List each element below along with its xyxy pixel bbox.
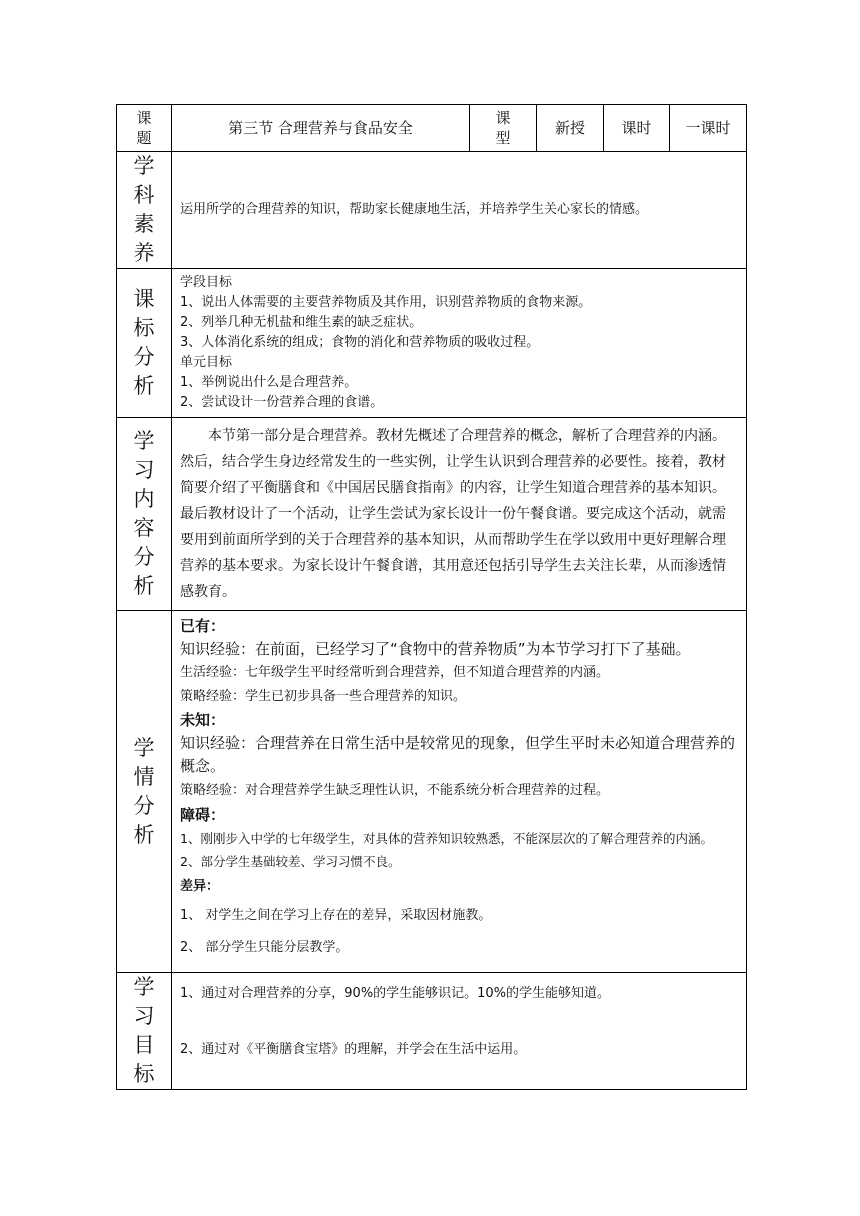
title-label-line-2: 题	[136, 129, 152, 147]
objective-2: 2、通过对《平衡膳食宝塔》的理解，并学会在生活中运用。	[180, 1042, 527, 1057]
standards-line: 学段目标	[180, 275, 233, 290]
content-label	[117, 418, 172, 611]
objectives-label-char: 标	[133, 1062, 155, 1086]
known-life: 生活经验：七年级学生平时经常听到合理营养，但不知道合理营养的内涵。	[180, 665, 610, 680]
known-knowledge: 知识经验：在前面，已经学习了“食物中的营养物质”为本节学习打下了基础。	[180, 640, 691, 658]
obstacle-2: 2、部分学生基础较差、学习习惯不良。	[180, 854, 401, 869]
content-text: 本节第一部分是合理营养。教材先概述了合理营养的概念，解析了合理营养的内涵。然后，结合学生身边经常发生的一些实例，让学生认识到合理营养的必要性。接着，教材简要介绍了平衡膳食和《中国居民膳食指南》的内容，让学生知道合理营养的基本知识。最后教材设计了一个活动，让学生尝试为家长设计一份午餐食谱。要完成这个活动，就需要用到前面所学到的关于合理营养的基本知识，从而帮助学生在学以致用中更好理解合理营养的基本要求。为家长设计午餐食谱，其用意还包括引导学生去关注长辈，从而渗透情感教育。	[180, 428, 726, 600]
standards-line: 1、说出人体需要的主要营养物质及其作用，识别营养物质的食物来源。	[180, 295, 592, 310]
type-label-line-1: 课	[495, 109, 511, 127]
known-heading: 已有：	[180, 617, 226, 635]
students-label-char: 学	[133, 735, 155, 760]
known-strategy: 策略经验：学生已初步具备一些合理营养的知识。	[180, 689, 467, 704]
standards-label-char: 课	[133, 287, 155, 311]
standards-line: 单元目标	[180, 355, 233, 370]
objectives-label-char: 习	[133, 1004, 155, 1028]
students-label-char: 析	[133, 822, 155, 847]
content-label-char: 习	[133, 458, 155, 482]
title-label	[117, 105, 172, 152]
unknown-heading: 未知：	[180, 711, 226, 729]
content-label-char: 内	[133, 487, 155, 511]
lesson-plan-table	[116, 104, 747, 1090]
literacy-label-char: 素	[133, 212, 155, 236]
spacer	[180, 1005, 738, 1039]
unknown-strategy: 策略经验：对合理营养学生缺乏理性认识，不能系统分析合理营养的过程。	[180, 783, 610, 798]
objectives-text	[172, 973, 747, 1090]
type-label	[470, 105, 537, 152]
content-row	[117, 418, 747, 611]
objectives-label	[117, 973, 172, 1090]
literacy-label	[117, 152, 172, 269]
type-label-line-2: 型	[495, 129, 511, 147]
students-label	[117, 611, 172, 973]
students-label-char: 分	[133, 793, 155, 818]
objective-1: 1、通过对合理营养的分享，90%的学生能够识记。10%的学生能够知道。	[180, 986, 611, 1001]
standards-label	[117, 269, 172, 418]
objectives-label-char: 学	[133, 975, 155, 999]
standards-label-char: 标	[133, 316, 155, 340]
content-label-char: 容	[133, 516, 155, 540]
literacy-label-char: 养	[133, 241, 155, 265]
literacy-row	[117, 152, 747, 269]
diff-2: 2、 部分学生只能分层教学。	[180, 940, 349, 955]
students-text	[172, 611, 747, 973]
literacy-label-char: 学	[133, 154, 155, 178]
students-label-char: 情	[133, 764, 155, 789]
header-row	[117, 105, 747, 152]
content-label-char: 学	[133, 429, 155, 453]
diff-1: 1、 对学生之间在学习上存在的差异，采取因材施教。	[180, 908, 492, 923]
period-value: 一课时	[670, 105, 747, 152]
literacy-text: 运用所学的合理营养的知识，帮助家长健康地生活，并培养学生关心家长的情感。	[172, 152, 747, 269]
standards-label-char: 析	[133, 374, 155, 398]
content-label-char: 分	[133, 545, 155, 569]
unknown-knowledge: 知识经验：合理营养在日常生活中是较常见的现象，但学生平时未必知道合理营养的概念。	[180, 734, 736, 775]
obstacle-1: 1、刚刚步入中学的七年级学生，对具体的营养知识较熟悉，不能深层次的了解合理营养的内涵。	[180, 831, 713, 846]
standards-text	[172, 269, 747, 418]
standards-label-char: 分	[133, 345, 155, 369]
standards-row	[117, 269, 747, 418]
standards-line: 2、尝试设计一份营养合理的食谱。	[180, 395, 384, 410]
standards-line: 1、举例说出什么是合理营养。	[180, 375, 358, 390]
content-label-char: 析	[133, 574, 155, 598]
diff-heading: 差异：	[180, 879, 220, 894]
objectives-label-char: 目	[133, 1033, 155, 1057]
standards-line: 3、人体消化系统的组成；食物的消化和营养物质的吸收过程。	[180, 335, 540, 350]
obstacle-heading: 障碍：	[180, 806, 226, 824]
title-label-line-1: 课	[136, 109, 152, 127]
standards-line: 2、列举几种无机盐和维生素的缺乏症状。	[180, 315, 423, 330]
students-row	[117, 611, 747, 973]
objectives-row	[117, 973, 747, 1090]
period-label: 课时	[604, 105, 670, 152]
content-text-cell	[172, 418, 747, 611]
type-value: 新授	[537, 105, 604, 152]
literacy-label-char: 科	[133, 183, 155, 207]
lesson-title: 第三节 合理营养与食品安全	[172, 105, 470, 152]
